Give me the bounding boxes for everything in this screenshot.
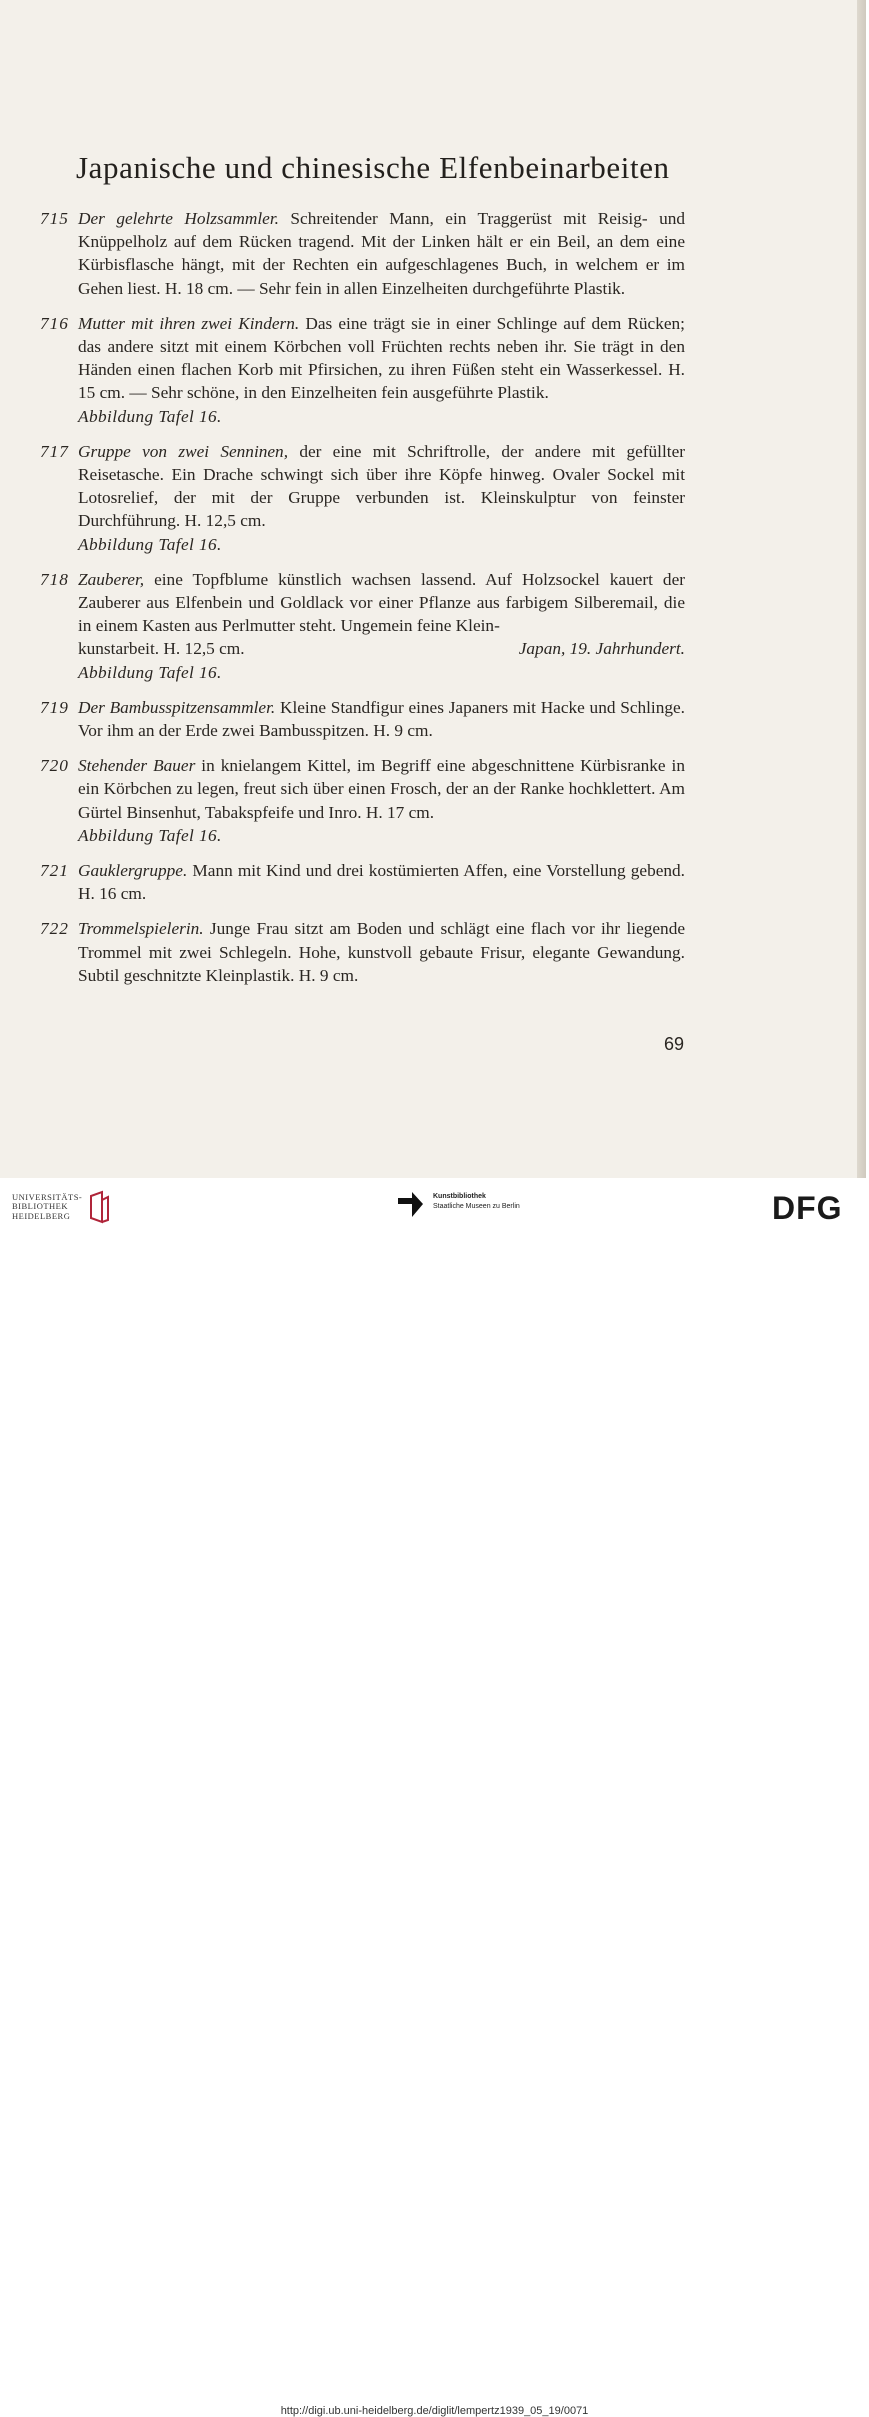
university-line: HEIDELBERG [12,1210,71,1221]
viewer-footer [0,1178,869,2417]
kunstbibliothek-mark-icon [398,1192,423,1217]
catalogue-entry [40,917,685,987]
university-seal-icon [88,1190,110,1224]
university-library-logo[interactable] [12,1190,110,1224]
entry-number: 720 [40,756,69,776]
entry-description: Das eine trägt sie in einer Schlinge auf dem Rücken; das andere sitzt mit einem Körbchen voll Früchten rechts neben ihr. Sie trägt in den Händen einen flachen Korb mit Pfirsichen, zu ihren Füßen steht ein Wasserkessel. H. 15 cm. — Sehr schöne, in den Einzelheiten fein ausgeführte Plastik. [78,313,685,403]
catalogue-entry [40,696,685,742]
entry-text [78,312,685,405]
entry-number: 718 [40,569,69,589]
catalogue-entry [40,859,685,905]
entry-text [78,696,685,742]
entry-text [78,568,685,638]
page-heading: Japanische und chinesische Elfenbeinarbeiten [76,150,670,185]
catalogue-entry [40,207,685,300]
entry-description: in knielangem Kittel, im Begriff eine abgeschnittene Kürbisranke in ein Körbchen zu legen, freut sich über einen Frosch, der an der Ranke hochklettert. Am Gürtel Binsenhut, Tabakspfeife und Inro. H. 17 cm. [78,756,685,822]
catalogue-entries [40,207,685,999]
entry-reference: Abbildung Tafel 16. [78,534,222,554]
entry-title: Mutter mit ihren zwei Kindern. [78,313,300,333]
university-line: UNIVERSITÄTS- [12,1191,83,1202]
entry-title: Stehender Bauer [78,756,196,776]
entry-description: Mann mit Kind und drei kostümierten Affen, eine Vorstellung gebend. H. 16 cm. [78,861,685,904]
entry-number: 722 [40,919,69,939]
entry-text [78,917,685,987]
entry-number: 719 [40,697,69,717]
catalogue-entry [40,312,685,428]
entry-reference: Abbildung Tafel 16. [78,406,222,426]
scanned-page [0,0,866,1178]
kunstbibliothek-subtitle: Staatliche Museen zu Berlin [433,1202,520,1210]
catalogue-entry [40,754,685,847]
entry-reference: Abbildung Tafel 16. [78,662,222,682]
entry-measure: kunstarbeit. H. 12,5 cm. [78,639,245,659]
entry-title: Gruppe von zwei Senninen, [78,441,289,461]
entry-reference: Abbildung Tafel 16. [78,825,222,845]
entry-title: Trommelspielerin. [78,919,204,939]
kunstbibliothek-title: Kunstbibliothek [433,1193,486,1200]
entry-text [78,754,685,824]
entry-title: Der Bambusspitzensammler. [78,697,276,717]
entry-description: Junge Frau sitzt am Boden und schlägt eine flach vor ihr liegende Trommel mit zwei Schlegeln. Hohe, kunstvoll gebaute Frisur, elegante Gewandung. Subtil geschnitzte Kleinplastik. H. 9 cm. [78,919,685,985]
entry-text [78,207,685,300]
page-number: 69 [664,1034,685,1054]
entry-number: 717 [40,441,69,461]
entry-description: eine Topfblume künstlich wachsen lassend. Auf Holzsockel kauert der Zauberer aus Elfenbein und Goldlack vor einer Pflanze aus farbigem Silberemail, die in einem Kasten aus Perlmutter steht. Ungemein feine Klein- [78,569,685,636]
entry-description: der eine mit Schriftrolle, der andere mit gefüllter Reisetasche. Ein Drache schwingt sich über ihre Köpfe hinweg. Ovaler Sockel mit Lotosrelief, der mit der Gruppe verbunden ist. Kleinskulptur von feinster Durchführung. H. 12,5 cm. [78,441,685,531]
entry-number: 716 [40,313,69,333]
entry-title: Gauklergruppe. [78,861,188,881]
kunstbibliothek-logo[interactable] [398,1192,520,1217]
kunstbibliothek-name [433,1192,520,1211]
page-edge [857,0,866,1178]
entry-description: Schreitender Mann, ein Traggerüst mit Reisig- und Knüppelholz auf dem Rücken tragend. Mit der Linken hält er ein Beil, an dem eine Kürbisflasche hängt, mit der Rechten ein aufgeschlagenes Buch, in welchem er im Gehen liest. H. 18 cm. — Sehr fein in allen Einzelheiten durchgeführte Plastik. [78,209,685,298]
page-url[interactable]: http://digi.ub.uni-heidelberg.de/diglit/lempertz1939_05_19/0071 [280,2405,589,2417]
university-line: BIBLIOTHEK [12,1201,68,1212]
catalogue-entry [40,440,685,556]
entry-origin: Japan, 19. Jahrhundert. [518,639,685,659]
dfg-logo[interactable]: DFG [772,1190,843,1226]
entry-text [78,859,685,905]
entry-last-line [78,637,685,660]
catalogue-entry [40,568,685,684]
entry-text [78,440,685,533]
entry-title: Der gelehrte Holzsammler. [78,209,279,228]
entry-number: 721 [40,861,69,881]
university-library-name [12,1193,82,1222]
entry-title: Zauberer, [78,569,145,589]
entry-number: 715 [40,209,69,228]
entry-description: Kleine Standfigur eines Japaners mit Hacke und Schlinge. Vor ihm an der Erde zwei Bambusspitzen. H. 9 cm. [78,697,686,741]
